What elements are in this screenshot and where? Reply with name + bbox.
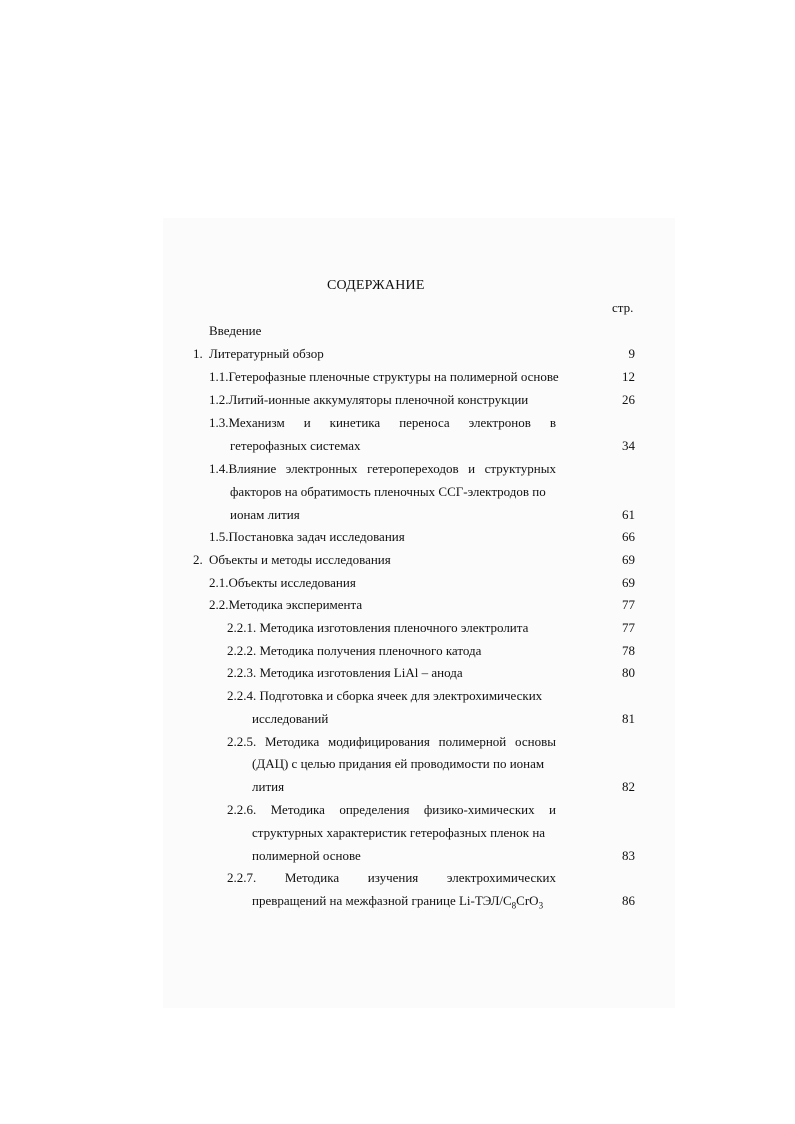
toc-entry-2-2: 2.2.Методика эксперимента — [209, 597, 363, 612]
toc-entry-continuation: гетерофазных системах — [230, 438, 361, 453]
toc-entry-2-2-3: 2.2.3. Методика изготовления LiAl – анода — [227, 665, 463, 680]
toc-page-number: 78 — [622, 643, 635, 658]
toc-entry-number: 2. — [193, 552, 203, 567]
toc-entry-2: Объекты и методы исследования — [209, 552, 391, 567]
toc-page-number: 69 — [622, 575, 635, 590]
toc-page-number: 66 — [622, 529, 635, 544]
toc-entry-1-4: 1.4.Влияние электронных гетеропереходов и структурных — [209, 461, 556, 476]
toc-entry-1-1: 1.1.Гетерофазные пленочные структуры на полимерной основе — [209, 369, 559, 384]
toc-entry-number: 1. — [193, 346, 203, 361]
toc-page-number: 81 — [622, 711, 635, 726]
toc-entry-introduction: Введение — [209, 323, 262, 338]
toc-page-number: 69 — [622, 552, 635, 567]
toc-page-number: 82 — [622, 779, 635, 794]
toc-entry-continuation: полимерной основе — [252, 848, 361, 863]
toc-page-number: 77 — [622, 620, 635, 635]
toc-page-number: 12 — [622, 369, 635, 384]
toc-entry-2-1: 2.1.Объекты исследования — [209, 575, 356, 590]
toc-entry-continuation: исследований — [252, 711, 329, 726]
toc-page-number: 83 — [622, 848, 635, 863]
page-title: СОДЕРЖАНИЕ — [327, 278, 425, 293]
toc-page-number: 34 — [622, 438, 635, 453]
toc-page-number: 86 — [622, 893, 635, 908]
toc-entry-2-2-4: 2.2.4. Подготовка и сборка ячеек для электрохимических — [227, 688, 543, 703]
toc-entry-2-2-2: 2.2.2. Методика получения пленочного катода — [227, 643, 482, 658]
page-column-label: стр. — [612, 300, 634, 315]
toc-page-number: 80 — [622, 665, 635, 680]
toc-page-number: 77 — [622, 597, 635, 612]
toc-entry-continuation: ионам лития — [230, 507, 300, 522]
toc-entry-continuation: превращений на межфазной границе $Li-ТЭЛ/C_8CrO_3$ — [252, 893, 544, 911]
toc-entry-1-5: 1.5.Постановка задач исследования — [209, 529, 405, 544]
toc-entry-continuation: (ДАЦ) с целью придания ей проводимости по ионам — [252, 756, 545, 771]
toc-entry-continuation: факторов на обратимость пленочных ССГ-электродов по — [230, 484, 546, 499]
toc-entry-continuation: структурных характеристик гетерофазных пленок на — [252, 825, 546, 840]
toc-entry-2-2-6: 2.2.6. Методика определения физико-химических и — [227, 802, 556, 817]
toc-entry-2-2-5: 2.2.5. Методика модифицирования полимерной основы — [227, 734, 556, 749]
toc-entry-2-2-1: 2.2.1. Методика изготовления пленочного электролита — [227, 620, 529, 635]
toc-page-number: 9 — [628, 346, 635, 361]
toc-entry-1-3: 1.3.Механизм и кинетика переноса электронов в — [209, 415, 556, 430]
toc-entry-2-2-7: 2.2.7. Методика изучения электрохимических — [227, 870, 556, 885]
toc-entry-1: Литературный обзор — [209, 346, 324, 361]
toc-entry-continuation: лития — [252, 779, 285, 794]
toc-entry-1-2: 1.2.Литий-ионные аккумуляторы пленочной конструкции — [209, 392, 529, 407]
toc-page-number: 26 — [622, 392, 635, 407]
toc-page-number: 61 — [622, 507, 635, 522]
